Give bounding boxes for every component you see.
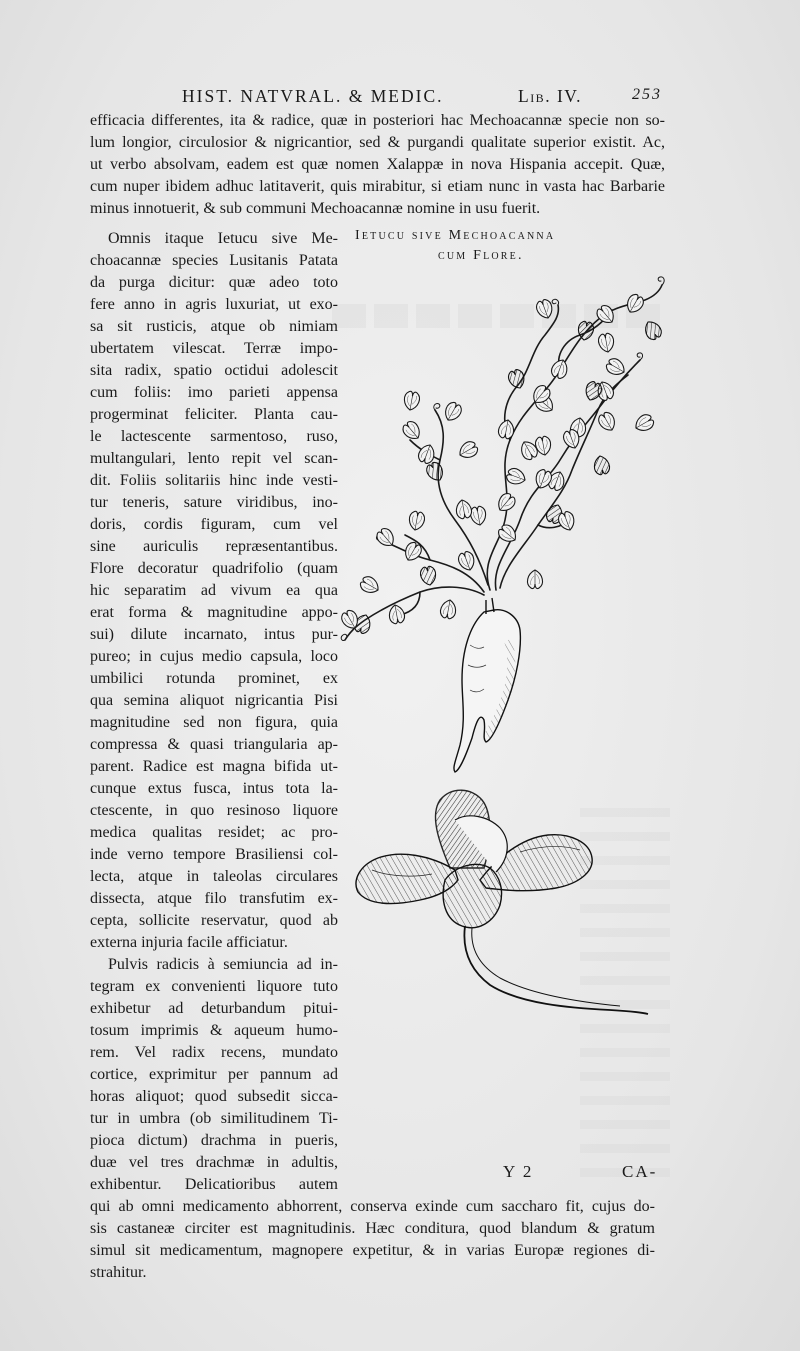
text-line: tur teneris, sature viridibus, ino- [90, 494, 338, 511]
text-line: exhibetur ad deturbandum pitui- [90, 1000, 338, 1017]
page-number: 253 [632, 86, 662, 103]
text-line: magnitudine sed non figura, quia [90, 714, 338, 731]
book-number: Lib. IV. [518, 86, 583, 106]
text-line: strahitur. [90, 1264, 147, 1281]
text-line: qua semina aliquot nigricantia Pisi [90, 692, 338, 709]
root-tuber [454, 598, 520, 772]
text-line: tegram ex convenienti liquore tuto [90, 978, 338, 995]
text-line: tosum imprimis & aqueum humo- [90, 1022, 338, 1039]
signature-mark: Y 2 [503, 1162, 534, 1181]
text-line: efficacia differentes, ita & radice, quæ in posteriori hac Mechoacannæ specie non so- [90, 112, 665, 129]
text-line: parent. Radice est magna bifida ut- [90, 758, 338, 775]
text-line: simul sit medicamentum, magnopere expetitur, & in varias Europæ regiones di- [90, 1242, 655, 1259]
text-line: sita radix, spatio octidui adolescit [90, 362, 338, 379]
text-line: compressa & quasi triangularia ap- [90, 736, 338, 753]
text-line: erat forma & magnitudine appo- [90, 604, 338, 621]
text-line: cunque extus fusca, intus tota la- [90, 780, 338, 797]
text-line: inde verno tempore Brasiliensi col- [90, 846, 338, 863]
text-line: cum foliis: imo parieti appensa [90, 384, 338, 401]
text-line: ctescente, in quo resinoso liquore [90, 802, 338, 819]
text-line: cum nuper ibidem adhuc latitaverit, quis mirabitur, si etiam nunc in vasta hac Barbarie [90, 178, 665, 195]
text-line: cepta, sollicite reservatur, quod ab [90, 912, 338, 929]
text-line: sui) dilute incarnato, intus pur- [90, 626, 338, 643]
catchword: CA- [622, 1162, 658, 1181]
text-line: minus innotuerit, & sub communi Mechoacannæ nomine in usu fuerit. [90, 200, 541, 217]
running-title: HIST. NATVRAL. & MEDIC. [182, 86, 444, 106]
text-line: sa sit rusticis, atque ob nimiam [90, 318, 338, 335]
text-line: Flore decoratur quadrifolio (quam [90, 560, 338, 577]
vine-stems [345, 285, 662, 640]
text-line: rem. Vel radix recens, mundato [90, 1044, 338, 1061]
text-line: externa injuria facile afficiatur. [90, 934, 288, 951]
text-line: fere anno in agris luxuriat, ut exo- [90, 296, 338, 313]
text-line: qui ab omni medicamento abhorrent, conserva exinde cum saccharo fit, cujus do- [90, 1198, 655, 1215]
text-line: dit. Foliis solitariis hinc inde vesti- [90, 472, 338, 489]
text-line: sine auriculis repræsentantibus. [90, 538, 338, 555]
text-line: umbilici rotunda prominet, ex [90, 670, 338, 687]
text-line: Pulvis radicis à semiuncia ad in- [108, 956, 338, 973]
text-line: sis castaneæ circiter est magnitudinis. Hæc conditura, quod blandum & gratum [90, 1220, 655, 1237]
text-line: lecta, atque in taleolas circulares [90, 868, 338, 885]
figure-caption-line2: cum Flore. [438, 248, 524, 263]
text-line: pureo; in cujus medio capsula, loco [90, 648, 338, 665]
text-line: le lactescente sarmentoso, ruso, [90, 428, 338, 445]
text-line: hic separatim ad vivum ea qua [90, 582, 338, 599]
text-line: doris, cordis figuram, cum vel [90, 516, 338, 533]
flower-illustration [356, 790, 648, 1014]
vine-curls [341, 277, 664, 641]
text-line: horas aliquot; quod subsedit sicca- [90, 1088, 338, 1105]
text-line: pioca dictum) drachma in pueris, [90, 1132, 338, 1149]
text-line: da purga dicitur: quæ adeo toto [90, 274, 338, 291]
text-line: progerminat feliciter. Planta cau- [90, 406, 338, 423]
text-line: tur in umbra (ob similitudinem Ti- [90, 1110, 338, 1127]
text-line: Omnis itaque Ietucu sive Me- [108, 230, 338, 247]
text-line: multangulari, lento repit vel scan- [90, 450, 338, 467]
figure-caption-line1: Ietucu sive Mechoacanna [355, 228, 556, 243]
text-line: cortice, exprimitur per pannum ad [90, 1066, 338, 1083]
text-line: ut verbo absolvam, eadem est quæ nomen Xalappæ in nova Hispania accepit. Quæ, [90, 156, 665, 173]
text-line: dissecta, atque filo transfutim ex- [90, 890, 338, 907]
text-line: lum longior, circulosior & nigricantior, sed & purgandi qualitate superior existit. Ac, [90, 134, 665, 151]
text-line: ubertatem vilescat. Terræ impo- [90, 340, 338, 357]
text-line: duæ vel tres drachmæ in adultis, [90, 1154, 338, 1171]
text-line: choacannæ species Lusitanis Patata [90, 252, 338, 269]
text-line: medica qualitas residet; ac pro- [90, 824, 338, 841]
text-line: exhibentur. Delicatioribus autem [90, 1176, 338, 1193]
